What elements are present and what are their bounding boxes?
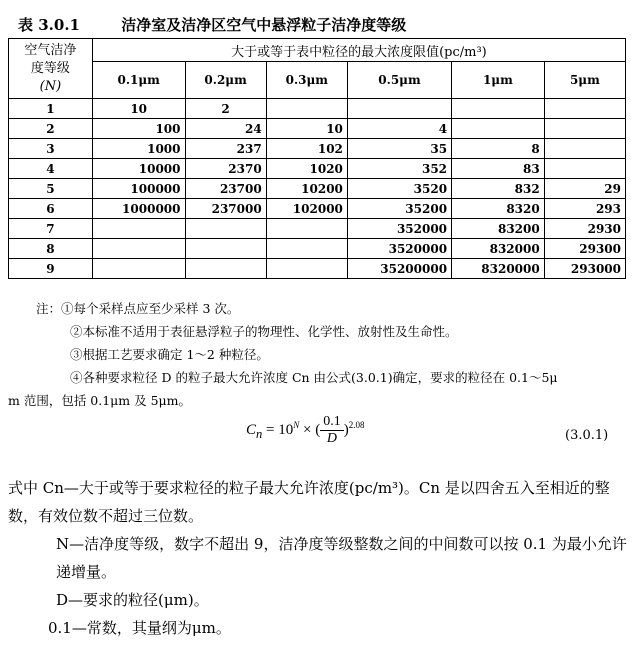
table-row [9,99,626,119]
concentration-cell: 29 [544,179,625,199]
concentration-cell [185,219,266,239]
concentration-cell [544,139,625,159]
concentration-cell: 8320000 [452,259,545,279]
note-4-continued: m 范围，包括 0.1μm 及 5μm。 [8,393,192,408]
concentration-cell [185,259,266,279]
table-row [9,139,626,159]
note-1: 注：①每个采样点应至少采样 3 次。 [36,301,240,316]
class-level: 1 [9,99,93,119]
concentration-cell: 29300 [544,239,625,259]
concentration-cell [452,99,545,119]
concentration-cell: 100000 [92,179,185,199]
concentration-cell [266,219,347,239]
concentration-cell [92,259,185,279]
class-level: 8 [9,239,93,259]
table-number: 表 3.0.1 [18,16,80,34]
concentration-cell [266,99,347,119]
concentration-cell: 35 [347,139,451,159]
table-row [9,159,626,179]
class-column-header: 空气洁净 度等级 (N) [9,39,93,99]
class-level: 2 [9,119,93,139]
concentration-cell: 23700 [185,179,266,199]
concentration-cell: 293 [544,199,625,219]
class-level: 4 [9,159,93,179]
concentration-cell: 4 [347,119,451,139]
equation-number: (3.0.1) [565,428,609,443]
table-row [9,219,626,239]
class-level: 3 [9,139,93,159]
concentration-cell: 83200 [452,219,545,239]
class-level: 5 [9,179,93,199]
concentration-cell [266,239,347,259]
table-title: 洁净室及洁净区空气中悬浮粒子洁净度等级 [121,16,407,34]
table-row [9,199,626,219]
concentration-cell: 2370 [185,159,266,179]
concentration-cell: 352000 [347,219,451,239]
concentration-cell: 2 [185,99,266,119]
definition-constant: 0.1—常数，其量纲为μm。 [48,619,231,637]
table-row [9,239,626,259]
concentration-cell: 102 [266,139,347,159]
concentration-cell [544,159,625,179]
concentration-cell [452,119,545,139]
concentration-cell: 35200 [347,199,451,219]
concentration-cell: 100 [92,119,185,139]
concentration-cell: 10200 [266,179,347,199]
table-row [9,179,626,199]
concentration-cell: 352 [347,159,451,179]
size-header: 0.1μm [92,62,185,99]
concentration-cell: 24 [185,119,266,139]
concentration-cell: 1000 [92,139,185,159]
note-3: ③根据工艺要求确定 1～2 种粒径。 [70,347,269,362]
table-row [9,259,626,279]
concentration-cell [266,259,347,279]
definition-cn: 式中 Cn—大于或等于要求粒径的粒子最大允许浓度(pc/m³)。Cn 是以四舍五入至相近的整数，有效位数不超过三位数。 [8,479,610,525]
cleanliness-class-table [8,38,626,279]
size-header: 0.2μm [185,62,266,99]
concentration-header: 大于或等于表中粒径的最大浓度限值(pc/m³) [92,39,625,62]
concentration-cell: 2930 [544,219,625,239]
class-level: 6 [9,199,93,219]
concentration-cell: 83 [452,159,545,179]
class-level: 9 [9,259,93,279]
concentration-cell [92,219,185,239]
formula: $C_n = 10^N$ × ( $\frac{0.1}{D}$ )$^{2.08}$ [246,414,365,446]
size-header: 0.3μm [266,62,347,99]
concentration-cell: 10 [92,99,185,119]
concentration-cell: 293000 [544,259,625,279]
size-header: 1μm [452,62,545,99]
table-notes [8,297,626,412]
concentration-cell: 832 [452,179,545,199]
concentration-cell [347,99,451,119]
note-2: ②本标准不适用于表征悬浮粒子的物理性、化学性、放射性及生命性。 [70,324,458,339]
note-4: ④各种要求粒径 D 的粒子最大允许浓度 Cn 由公式(3.0.1)确定，要求的粒径在 0.1～5μ [70,370,558,385]
concentration-cell: 237 [185,139,266,159]
formula-explanation [8,474,630,642]
size-header: 5μm [544,62,625,99]
concentration-cell [185,239,266,259]
class-level: 7 [9,219,93,239]
concentration-cell: 35200000 [347,259,451,279]
concentration-cell: 8 [452,139,545,159]
concentration-cell [544,99,625,119]
concentration-cell: 1020 [266,159,347,179]
concentration-cell: 102000 [266,199,347,219]
size-header: 0.5μm [347,62,451,99]
concentration-cell: 10000 [92,159,185,179]
concentration-cell [544,119,625,139]
concentration-cell: 832000 [452,239,545,259]
concentration-cell: 10 [266,119,347,139]
definition-n: N—洁净度等级，数字不超出 9，洁净度等级整数之间的中间数可以按 0.1 为最小允许递增量。 [56,535,627,581]
concentration-cell: 237000 [185,199,266,219]
concentration-cell [92,239,185,259]
table-caption [18,14,406,35]
concentration-cell: 1000000 [92,199,185,219]
concentration-cell: 3520000 [347,239,451,259]
concentration-cell: 3520 [347,179,451,199]
definition-d: D—要求的粒径(μm)。 [56,591,209,609]
concentration-cell: 8320 [452,199,545,219]
table-row [9,119,626,139]
